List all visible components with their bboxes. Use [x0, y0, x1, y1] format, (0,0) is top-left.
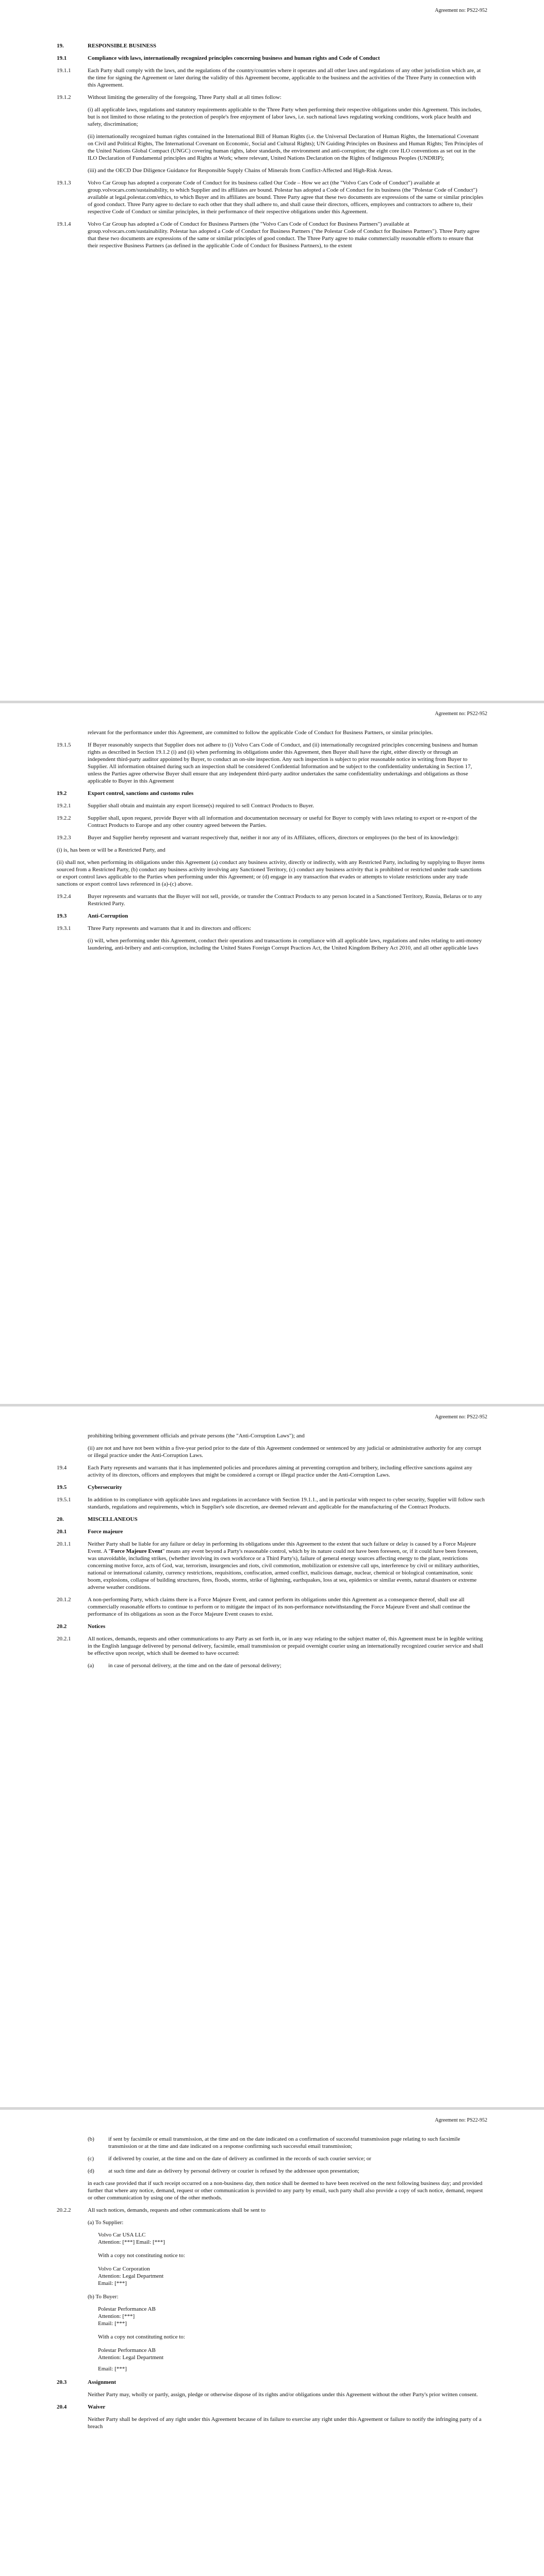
clause-19-3-1-ii: (ii) are not and have not been within a five-year period prior to the date of this Agreement condemned or sentenced by any judicial or administrative authority for any corrupt or illegal practice under the Anti-Corruption Laws.	[88, 1445, 482, 1459]
clause-19-3-1: 19.3.1 Three Party represents and warrants that it and its directors and officers:	[57, 925, 252, 931]
section-20-4-heading: 20.4 Waiver	[57, 2404, 106, 2410]
clause-20-2-1-proviso: in each case provided that if such receipt occurred on a non-business day, then notice shall be deemed to have been received on the next following business day; and provided further that where any notice, demand, request or other communication is provided to any party by email, such party shall also provide a copy of such notice, demand, request or other communication by using one of the other methods.	[88, 2180, 483, 2201]
clause-19-1-2-i: (i) all applicable laws, regulations and statutory requirements applicable to the Three Party when performing their respective obligations under this Agreement. This includes, but is not limited to those relating to the protection of people's free enjoyment of labor laws, i.e. such national laws regulating working conditions, work place health and safety, discrimination;	[88, 107, 482, 127]
supplier-address: Volvo Car USA LLC Attention: [***] Email: [***]	[98, 2232, 165, 2245]
clause-19-4: 19.4 Each Party represents and warrants that it has implemented policies and procedures aiming at preventing corruption and bribery, including effective sanctions against any activity of its directors, officers and employees that might be considered a corrupt or illegal practice under the Anti-Corruption Laws.	[57, 1465, 472, 1478]
section-20-2-heading: 20.2 Notices	[57, 1623, 106, 1630]
to-buyer-label: (b) To Buyer:	[88, 2294, 119, 2300]
clause-20-1-2: 20.1.2 A non-performing Party, which claims there is a Force Majeure Event, and cannot perform its obligations under this Agreement as a consequence thereof, shall use all commercially reasonable efforts to continue to perform or to mitigate the impact of its non-performance notwithstanding the Force Majeure Event and shall continue the performance of its obligations as soon as the Force Majeure Event ceases to exist.	[57, 1597, 470, 1617]
supplier-copy-address: Volvo Car Corporation Attention: Legal Department Email: [***]	[98, 2266, 164, 2286]
clause-19-2-1: 19.2.1 Supplier shall obtain and maintain any export license(s) required to sell Contract Products to Buyer.	[57, 803, 314, 809]
section-20-3-heading: 20.3 Assignment	[57, 2379, 117, 2385]
section-19-heading: 19. RESPONSIBLE BUSINESS	[57, 43, 156, 49]
page-4	[0, 2110, 544, 2576]
clause-19-2-4: 19.2.4 Buyer represents and warrants that the Buyer will not sell, provide, or transfer the Contract Products to any person located in a Sanctioned Territory, Russia, Belarus or to any Restricted Party.	[57, 893, 483, 907]
page-header: Agreement no: PS22-952	[435, 2117, 487, 2123]
clause-20-3: Neither Party may, wholly or partly, assign, pledge or otherwise dispose of its rights and/or obligations under this Agreement without the other Party's prior written consent.	[88, 2392, 478, 2398]
buyer-copy-address: Polestar Performance AB Attention: Legal Department Email: [***]	[98, 2347, 164, 2372]
clause-20-2-1-a: (a) in case of personal delivery, at the time and on the date of personal delivery;	[88, 1663, 282, 1669]
clause-19-1-4-continued: relevant for the performance under this Agreement, are committed to follow the applicable Code of Conduct for Business Partners, or similar principles.	[88, 730, 433, 736]
clause-19-2-2: 19.2.2 Supplier shall, upon request, provide Buyer with all information and documentation necessary or useful for Buyer to comply with laws relating to export or re-export of the Contract Products to Europe and any other country agreed between the Parties.	[57, 815, 477, 828]
section-19-5-heading: 19.5 Cybersecurity	[57, 1484, 122, 1490]
clause-20-2-1-c: (c) if delivered by courier, at the time and on the date of delivery as confirmed in the records of such courier service; or	[88, 2156, 371, 2162]
clause-20-2-1-b: (b) if sent by facsimile or email transmission, at the time and on the date indicated on a confirmation of successful transmission page relating to such facsimile transmission or at the time and date indicated on a response confirming such successful email transmission;	[88, 2136, 460, 2149]
page-2	[0, 703, 544, 1404]
clause-19-5-1: 19.5.1 In addition to its compliance with applicable laws and regulations in accordance with Section 19.1.1., and in particular with respect to cyber security, Supplier will follow such standards, regulations and requirements, which in Supplier's sole discretion, are deemed relevant and applicable for the manufacturing of the Contract Products.	[57, 1497, 485, 1510]
section-19-1-heading: 19.1 Compliance with laws, internationally recognized principles concerning business and human rights and Code of Conduct	[57, 55, 380, 61]
clause-19-2-3: 19.2.3 Buyer and Supplier hereby represent and warrant respectively that, neither it nor any of its Affiliates, officers, directors or employees (to the best of its knowledge):	[57, 835, 459, 841]
copy-notice-label: With a copy not constituting notice to:	[98, 2252, 185, 2259]
page-header: Agreement no: PS22-952	[435, 711, 487, 717]
page-3	[0, 1406, 544, 2107]
clause-19-1-4: 19.1.4 Volvo Car Group has adopted a Code of Conduct for Business Partners (the "Volvo Cars Code of Conduct for Business Partners") available at group.volvocars.com/sustainability. Polestar has adopted a Code of Conduct for Business Partners ("the Polestar Code of Conduct for Business Partners"). Three Party agree that these two documents are expressions of the same or similar principles of good conduct. The Three Party agree to make commercially reasonable efforts to ensure that their respective Business Partners (as defined in the applicable Code of Conduct for Business Partners), to the extent	[57, 221, 480, 249]
clause-19-2-3-i: (i) is, has been or will be a Restricted Party, and	[57, 847, 166, 853]
copy-notice-label: With a copy not constituting notice to:	[98, 2334, 185, 2340]
clause-19-1-2: 19.1.2 Without limiting the generality of the foregoing, Three Party shall at all times follow:	[57, 94, 282, 100]
clause-19-3-1-continued: prohibiting bribing government officials and private persons (the "Anti-Corruption Laws"); and	[88, 1433, 305, 1439]
section-20-1-heading: 20.1 Force majeure	[57, 1529, 123, 1535]
clause-20-2-1: 20.2.1 All notices, demands, requests and other communications to any Party as set forth in, or in any way relating to the subject matter of, this Agreement must be in legible writing in the English language delivered by personal delivery, facsimile, email transmission or prepaid overnight courier using an internationally recognized courier service and shall be effective upon receipt, which shall be deemed to have occurred:	[57, 1636, 484, 1656]
clause-19-1-5: 19.1.5 If Buyer reasonably suspects that Supplier does not adhere to (i) Volvo Cars Code of Conduct, and (ii) internationally recognized principles concerning business and human rights as described in Section 19.1.2 (i) and (ii) when performing its obligations under this Agreement, then Buyer shall have the right, either directly or through an independent third-party auditor appointed by Buyer, to conduct an on-site inspection. Any such inspection is subject to prior reasonable notice in writing from Buyer to Supplier. All information obtained during such an inspection shall be considered Confidential Information and be subject to the confidentiality undertaking in Section 17, unless the Parties agree otherwise Buyer shall ensure that any independent third-party auditor undertakes the same confidentiality undertakings and obligations as those applicable to Buyer in this Agreement	[57, 742, 478, 784]
clause-20-4: Neither Party shall be deprived of any right under this Agreement because of its failure to exercise any right under this Agreement or failure to notify the infringing party of a breach	[88, 2416, 482, 2430]
clause-20-2-1-d: (d) at such time and date as delivery by personal delivery or courier is refused by the addressee upon presentation;	[88, 2168, 359, 2174]
page-header: Agreement no: PS22-952	[435, 8, 487, 13]
section-20-heading: 20. MISCELLANEOUS	[57, 1516, 138, 1522]
section-19-3-heading: 19.3 Anti-Corruption	[57, 913, 128, 919]
page-1	[0, 0, 544, 701]
page-header: Agreement no: PS22-952	[435, 1414, 487, 1420]
clause-20-1-1: 20.1.1 Neither Party shall be liable for any failure or delay in performing its obligations under this Agreement to the extent that such failure or delay is caused by a Force Majeure Event. A "Force Majeure Event" means any event beyond a Party's reasonable control, which by its nature could not have been foreseen, or, if it could have been foreseen, was unavoidable, including strikes, (whether involving its own workforce or a Third Party's), failure of general energy sources affecting energy to the plant, restrictions concerning motive force, acts of God, war, terrorism, insurgencies and riots, civil commotion, mobilization or extensive call ups, interference by civil or military authorities, national or international calamity, currency restrictions, requisitions, confiscation, armed conflict, malicious damage, nuclear, chemical or biological contamination, sonic boom, explosions, collapse of building structures, fires, floods, storms, strike of lightning, earthquakes, loss at sea, epidemics or similar events, natural disasters or extreme adverse weather conditions.	[57, 1541, 480, 1590]
section-19-2-heading: 19.2 Export control, sanctions and customs rules	[57, 790, 194, 796]
clause-19-1-2-iii: (iii) and the OECD Due Diligence Guidance for Responsible Supply Chains of Minerals from Conflict-Affected and High-Risk Areas.	[88, 167, 393, 174]
clause-19-2-3-ii: (ii) shall not, when performing its obligations under this Agreement (a) conduct any business activity, directly or indirectly, with any Restricted Party, including by supplying to Buyer items sourced from a Restricted Party, (b) conduct any business activity involving any Sanctioned Territory, (c) conduct any business activity that is prohibited or restricted under trade sanctions or export control laws applicable to the Parties when performing under this Agreement; or (d) engage in any transaction that evades or attempts to violate restrictions under any trade sanctions or export control laws referenced in (a)-(c) above.	[57, 859, 485, 887]
buyer-address: Polestar Performance AB Attention: [***] Email: [***]	[98, 2306, 156, 2327]
clause-19-3-1-i: (i) will, when performing under this Agreement, conduct their operations and transactions in compliance with all applicable laws, regulations and rules relating to anti-money laundering, anti-bribery and anti-corruption, including the United States Foreign Corrupt Practices Act, the United Kingdom Bribery Act 2010, and all other applicable laws	[88, 938, 482, 951]
clause-19-1-3: 19.1.3 Volvo Car Group has adopted a corporate Code of Conduct for its business called Our Code – How we act (the "Volvo Cars Code of Conduct") available at group.volvocars.com/sustainability, to which Supplier and its affiliates are bound. Polestar has adopted a Code of Conduct for its business (the "Polestar Code of Conduct") available at legal.polestar.com/ethics, to which Buyer and its affiliates are bound. Three Party agree that these two documents are expressions of the same or similar principles of good conduct. Three Party agree to declare to each other that they shall adhere to, and shall cause their directors, officers, employees and contractors to adhere to, their respective Code of Conduct or similar principles, in their performance of their respective obligations under this Agreement.	[57, 180, 484, 215]
clause-19-1-2-ii: (ii) internationally recognized human rights contained in the International Bill of Human Rights (i.e. the Universal Declaration of Human Rights, the International Covenant on Civil and Political Rights, The International Covenant on Economic, Social and Cultural Rights); UN Guiding Principles on Business and Human Rights; Ten Principles of the United Nations Global Compact (UNGC) covering human rights, labor standards, the environment and anti-corruption; the eight core ILO conventions as set out in the ILO Declaration of Fundamental principles and Rights at Work; where relevant, United Nations Declaration on the Rights of Indigenous Peoples (UNDRIP);	[88, 133, 483, 161]
clause-20-2-2: 20.2.2 All such notices, demands, requests and other communications shall be sent to	[57, 2207, 266, 2213]
clause-19-1-1: 19.1.1 Each Party shall comply with the laws, and the regulations of the country/countries where it operates and all other laws and regulations of any other jurisdiction which are, at the time for signing the Agreement or later during the validity of this Agreement become, applicable to the business and the activities of the Three Party in connection with this Agreement.	[57, 67, 481, 88]
to-supplier-label: (a) To Supplier:	[88, 2219, 124, 2226]
